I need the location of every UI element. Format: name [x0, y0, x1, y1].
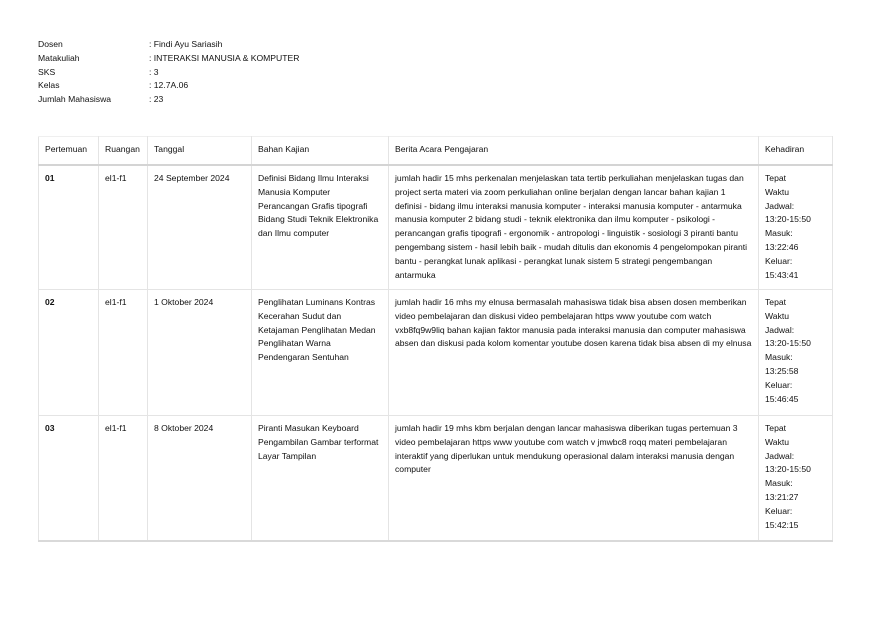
info-label: Dosen [38, 39, 63, 49]
kehadiran-line: 13:20-15:50 [765, 214, 811, 225]
cell-pertemuan: 03 [39, 416, 99, 542]
cell-bahan-kajian: Piranti Masukan Keyboard Pengambilan Gambar terformat Layar Tampilan [252, 416, 389, 542]
cell-kehadiran [759, 290, 833, 416]
info-dosen [38, 38, 299, 52]
cell-tanggal: 8 Oktober 2024 [148, 416, 252, 542]
kehadiran-line: Waktu [765, 310, 790, 321]
kehadiran-line: 13:25:58 [765, 365, 799, 376]
kehadiran-line: Keluar: [765, 505, 793, 516]
header-ruangan: Ruangan [99, 137, 148, 166]
info-sks [38, 66, 299, 80]
kehadiran-line: 13:20-15:50 [765, 338, 811, 349]
kehadiran-line: 13:21:27 [765, 491, 799, 502]
info-value: : Findi Ayu Sariasih [149, 39, 223, 49]
info-label: Matakuliah [38, 52, 80, 63]
cell-ruangan: el1-f1 [99, 416, 148, 542]
cell-berita-acara: jumlah hadir 19 mhs kbm berjalan dengan lancar mahasiswa diberikan tugas pertemuan 3 video pembelajaran https www youtube com watch v jmwbc8 roqq materi pembelajaran interaktif yang diperlukan untuk mendukung operasional dalam interaksi manusia dengan computer [389, 416, 759, 542]
cell-bahan-kajian: Penglihatan Luminans Kontras Kecerahan Sudut dan Ketajaman Penglihatan Medan Penglihatan Warna Pendengaran Sentuhan [252, 290, 389, 416]
info-value: : INTERAKSI MANUSIA & KOMPUTER [149, 52, 300, 63]
info-label: Kelas [38, 80, 60, 91]
kehadiran-line: Tepat [765, 297, 787, 307]
cell-tanggal: 1 Oktober 2024 [148, 290, 252, 416]
info-matakuliah [38, 52, 299, 66]
header-kehadiran: Kehadiran [759, 137, 833, 166]
cell-pertemuan: 01 [39, 165, 99, 290]
table-row [39, 165, 833, 290]
kehadiran-line: Waktu [765, 186, 790, 197]
kehadiran-line: Jadwal: [765, 324, 795, 335]
info-value: : 3 [149, 66, 159, 77]
cell-berita-acara: jumlah hadir 16 mhs my elnusa bermasalah mahasiswa tidak bisa absen dosen memberikan video pembelajaran dan diskusi video pembelajaran https www youtube com watch vxb8fq9w9liq bahan kajian faktor manusia pada interaksi manusia dan computer mahasiswa absen dan diskusi pada kolom komentar youtube dosen karena tidak bisa absen di my elnusa [389, 290, 759, 416]
kehadiran-line: Masuk: [765, 352, 793, 363]
kehadiran-line: 15:46:45 [765, 393, 799, 404]
course-info [38, 38, 299, 107]
table-header-row [39, 137, 833, 166]
kehadiran-line: Tepat [765, 423, 787, 433]
cell-ruangan: el1-f1 [99, 290, 148, 416]
header-bahan-kajian: Bahan Kajian [252, 137, 389, 166]
kehadiran-line: Tepat [765, 173, 787, 183]
header-pertemuan: Pertemuan [39, 137, 99, 166]
info-label: Jumlah Mahasiswa [38, 94, 112, 105]
kehadiran-line: Jadwal: [765, 450, 795, 461]
cell-kehadiran [759, 416, 833, 542]
kehadiran-line: Keluar: [765, 255, 793, 266]
kehadiran-line: Keluar: [765, 379, 793, 390]
cell-berita-acara: jumlah hadir 15 mhs perkenalan menjelaskan tata tertib perkuliahan menjelaskan tugas dan project serta materi via zoom perkuliahan online berjalan dengan lancar bahan kajian 1 definisi - bidang ilmu interaksi manusia komputer - interaksi manusia komputer - antarmuka manusia komputer 2 bidang studi - teknik elektronika dan ilmu komputer - psikologi - perancangan grafis tipografi - ergonomik - antropologi - linguistik - sosiologi 3 piranti bantu pengembang sistem - hasil lebih baik - mudah ditulis dan ekonomis 4 pengelompokan piranti bantu - perangkat lunak aplikasi - perangkat lunak sistem 5 strategi pengembangan antarmuka [389, 165, 759, 290]
header-berita-acara: Berita Acara Pengajaran [389, 137, 759, 166]
cell-kehadiran [759, 165, 833, 290]
cell-pertemuan: 02 [39, 290, 99, 416]
table-row [39, 290, 833, 416]
kehadiran-line: 15:43:41 [765, 269, 799, 280]
cell-tanggal: 24 September 2024 [148, 165, 252, 290]
kehadiran-line: Jadwal: [765, 200, 795, 211]
attendance-table [38, 136, 833, 542]
info-value: : 23 [149, 94, 164, 105]
cell-bahan-kajian: Definisi Bidang Ilmu Interaksi Manusia Komputer Perancangan Grafis tipografi Bidang Studi Teknik Elektronika dan Ilmu computer [252, 165, 389, 290]
kehadiran-line: 13:22:46 [765, 241, 799, 252]
cell-ruangan: el1-f1 [99, 165, 148, 290]
header-tanggal: Tanggal [148, 137, 252, 166]
kehadiran-line: Waktu [765, 436, 790, 447]
kehadiran-line: 13:20-15:50 [765, 464, 811, 475]
info-label: SKS [38, 66, 56, 77]
kehadiran-line: 15:42:15 [765, 519, 799, 530]
info-kelas [38, 79, 299, 93]
kehadiran-line: Masuk: [765, 228, 793, 239]
table-row [39, 416, 833, 542]
info-jumlah-mahasiswa [38, 93, 299, 107]
info-value: : 12.7A.06 [149, 80, 189, 91]
kehadiran-line: Masuk: [765, 478, 793, 489]
